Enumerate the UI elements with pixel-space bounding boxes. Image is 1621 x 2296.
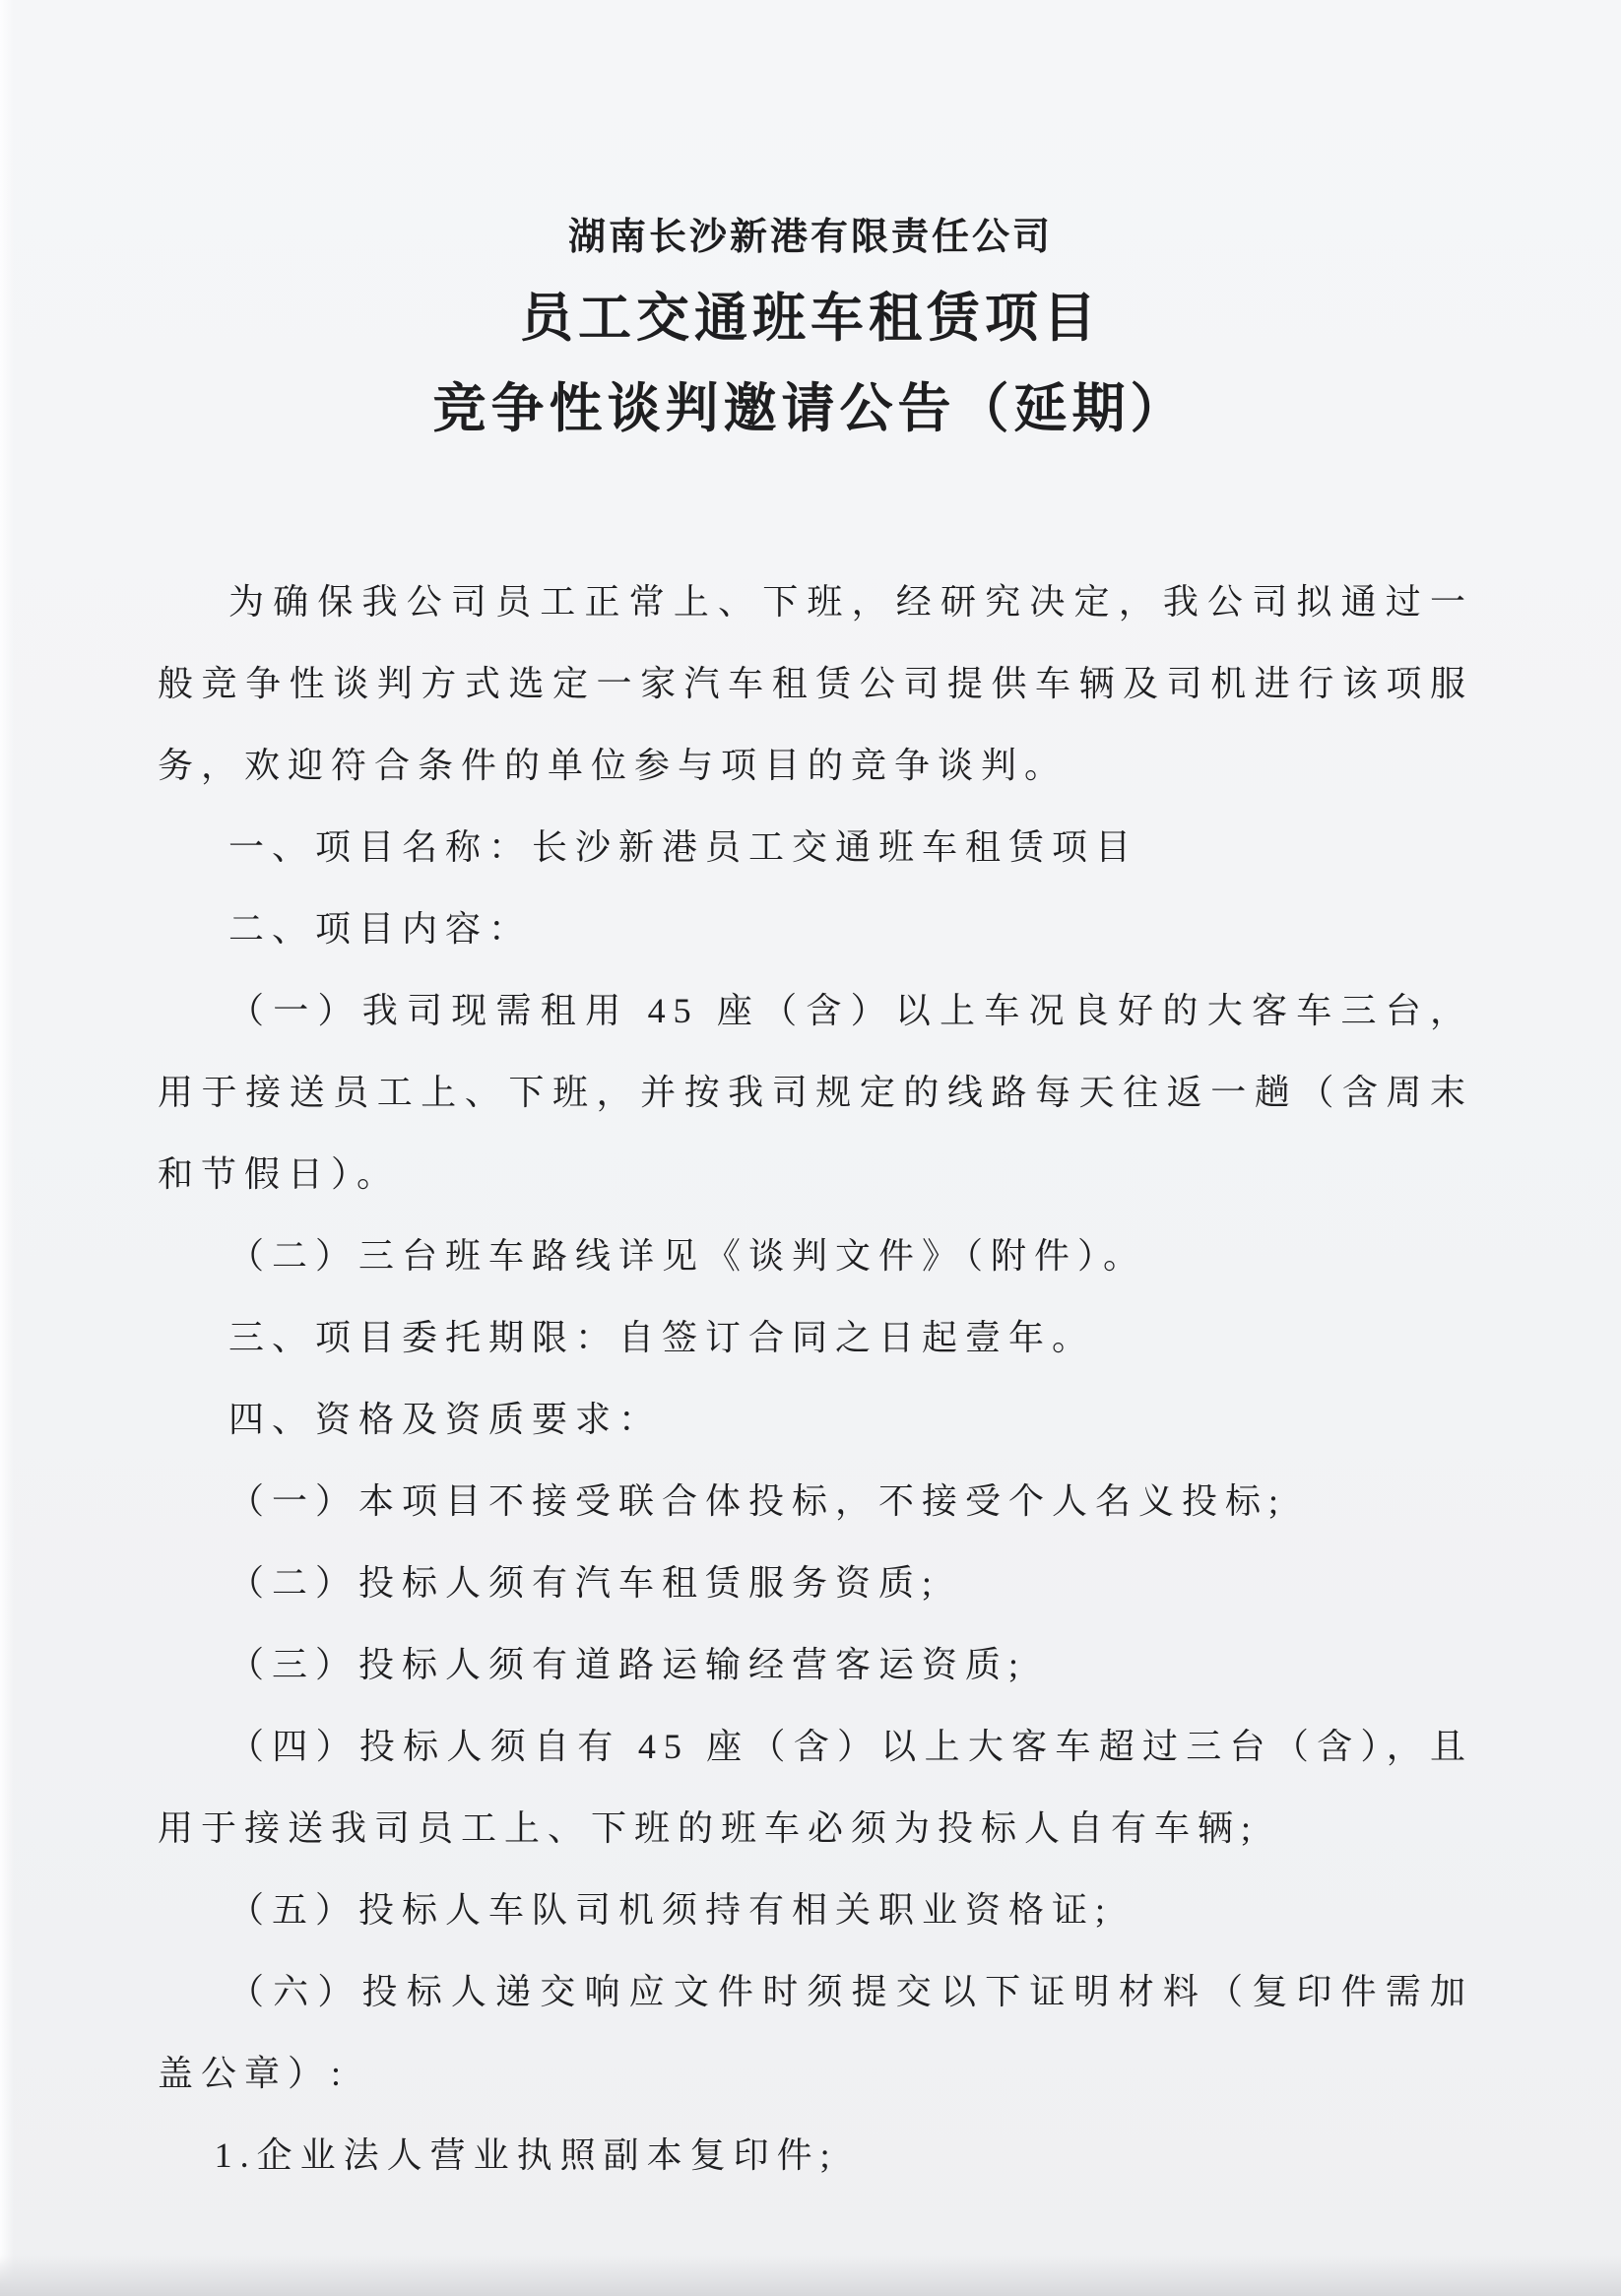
paragraph: 为确保我公司员工正常上、下班，经研究决定，我公司拟通过一般竞争性谈判方式选定一家汽车租赁公司提供车辆及司机进行该项服务，欢迎符合条件的单位参与项目的竞争谈判。 [158, 582, 1473, 785]
paragraph: （四）投标人须自有 45 座（含）以上大客车超过三台（含），且用于接送我司员工上、下班的班车必须为投标人自有车辆; [158, 1727, 1473, 1848]
paragraph: （六）投标人递交响应文件时须提交以下证明材料（复印件需加盖公章）: [158, 1972, 1473, 2093]
paragraph: （二）三台班车路线详见《谈判文件》（附件）。 [228, 1236, 1147, 1276]
document-header [0, 0, 1621, 441]
paragraph: 1.企业法人营业执照副本复印件; [214, 2135, 838, 2175]
paragraph: （五）投标人车队司机须持有相关职业资格证; [228, 1890, 1114, 1930]
paragraph: 二、项目内容： [228, 909, 533, 949]
paragraph: 三、项目委托期限：自签订合同之日起壹年。 [228, 1318, 1096, 1357]
paragraph: 一、项目名称：长沙新港员工交通班车租赁项目 [228, 827, 1139, 867]
company-name: 湖南长沙新港有限责任公司 [567, 217, 1053, 258]
paragraph: （二）投标人须有汽车租赁服务资质; [228, 1563, 940, 1603]
scan-edge-bottom [0, 2255, 1621, 2296]
document-body [158, 561, 1473, 2197]
document-title-line1: 员工交通班车租赁项目 [520, 289, 1101, 348]
paragraph: （一）我司现需租用 45 座（含）以上车况良好的大客车三台，用于接送员工上、下班，并按我司规定的线路每天往返一趟（含周末和节假日）。 [158, 991, 1473, 1194]
paragraph: 四、资格及资质要求： [228, 1400, 663, 1439]
document-title-line2: 竞争性谈判邀请公告（延期） [432, 379, 1189, 438]
paragraph: （一）本项目不接受联合体投标，不接受个人名义投标; [228, 1481, 1287, 1521]
paragraph: （三）投标人须有道路运输经营客运资质; [228, 1645, 1027, 1684]
